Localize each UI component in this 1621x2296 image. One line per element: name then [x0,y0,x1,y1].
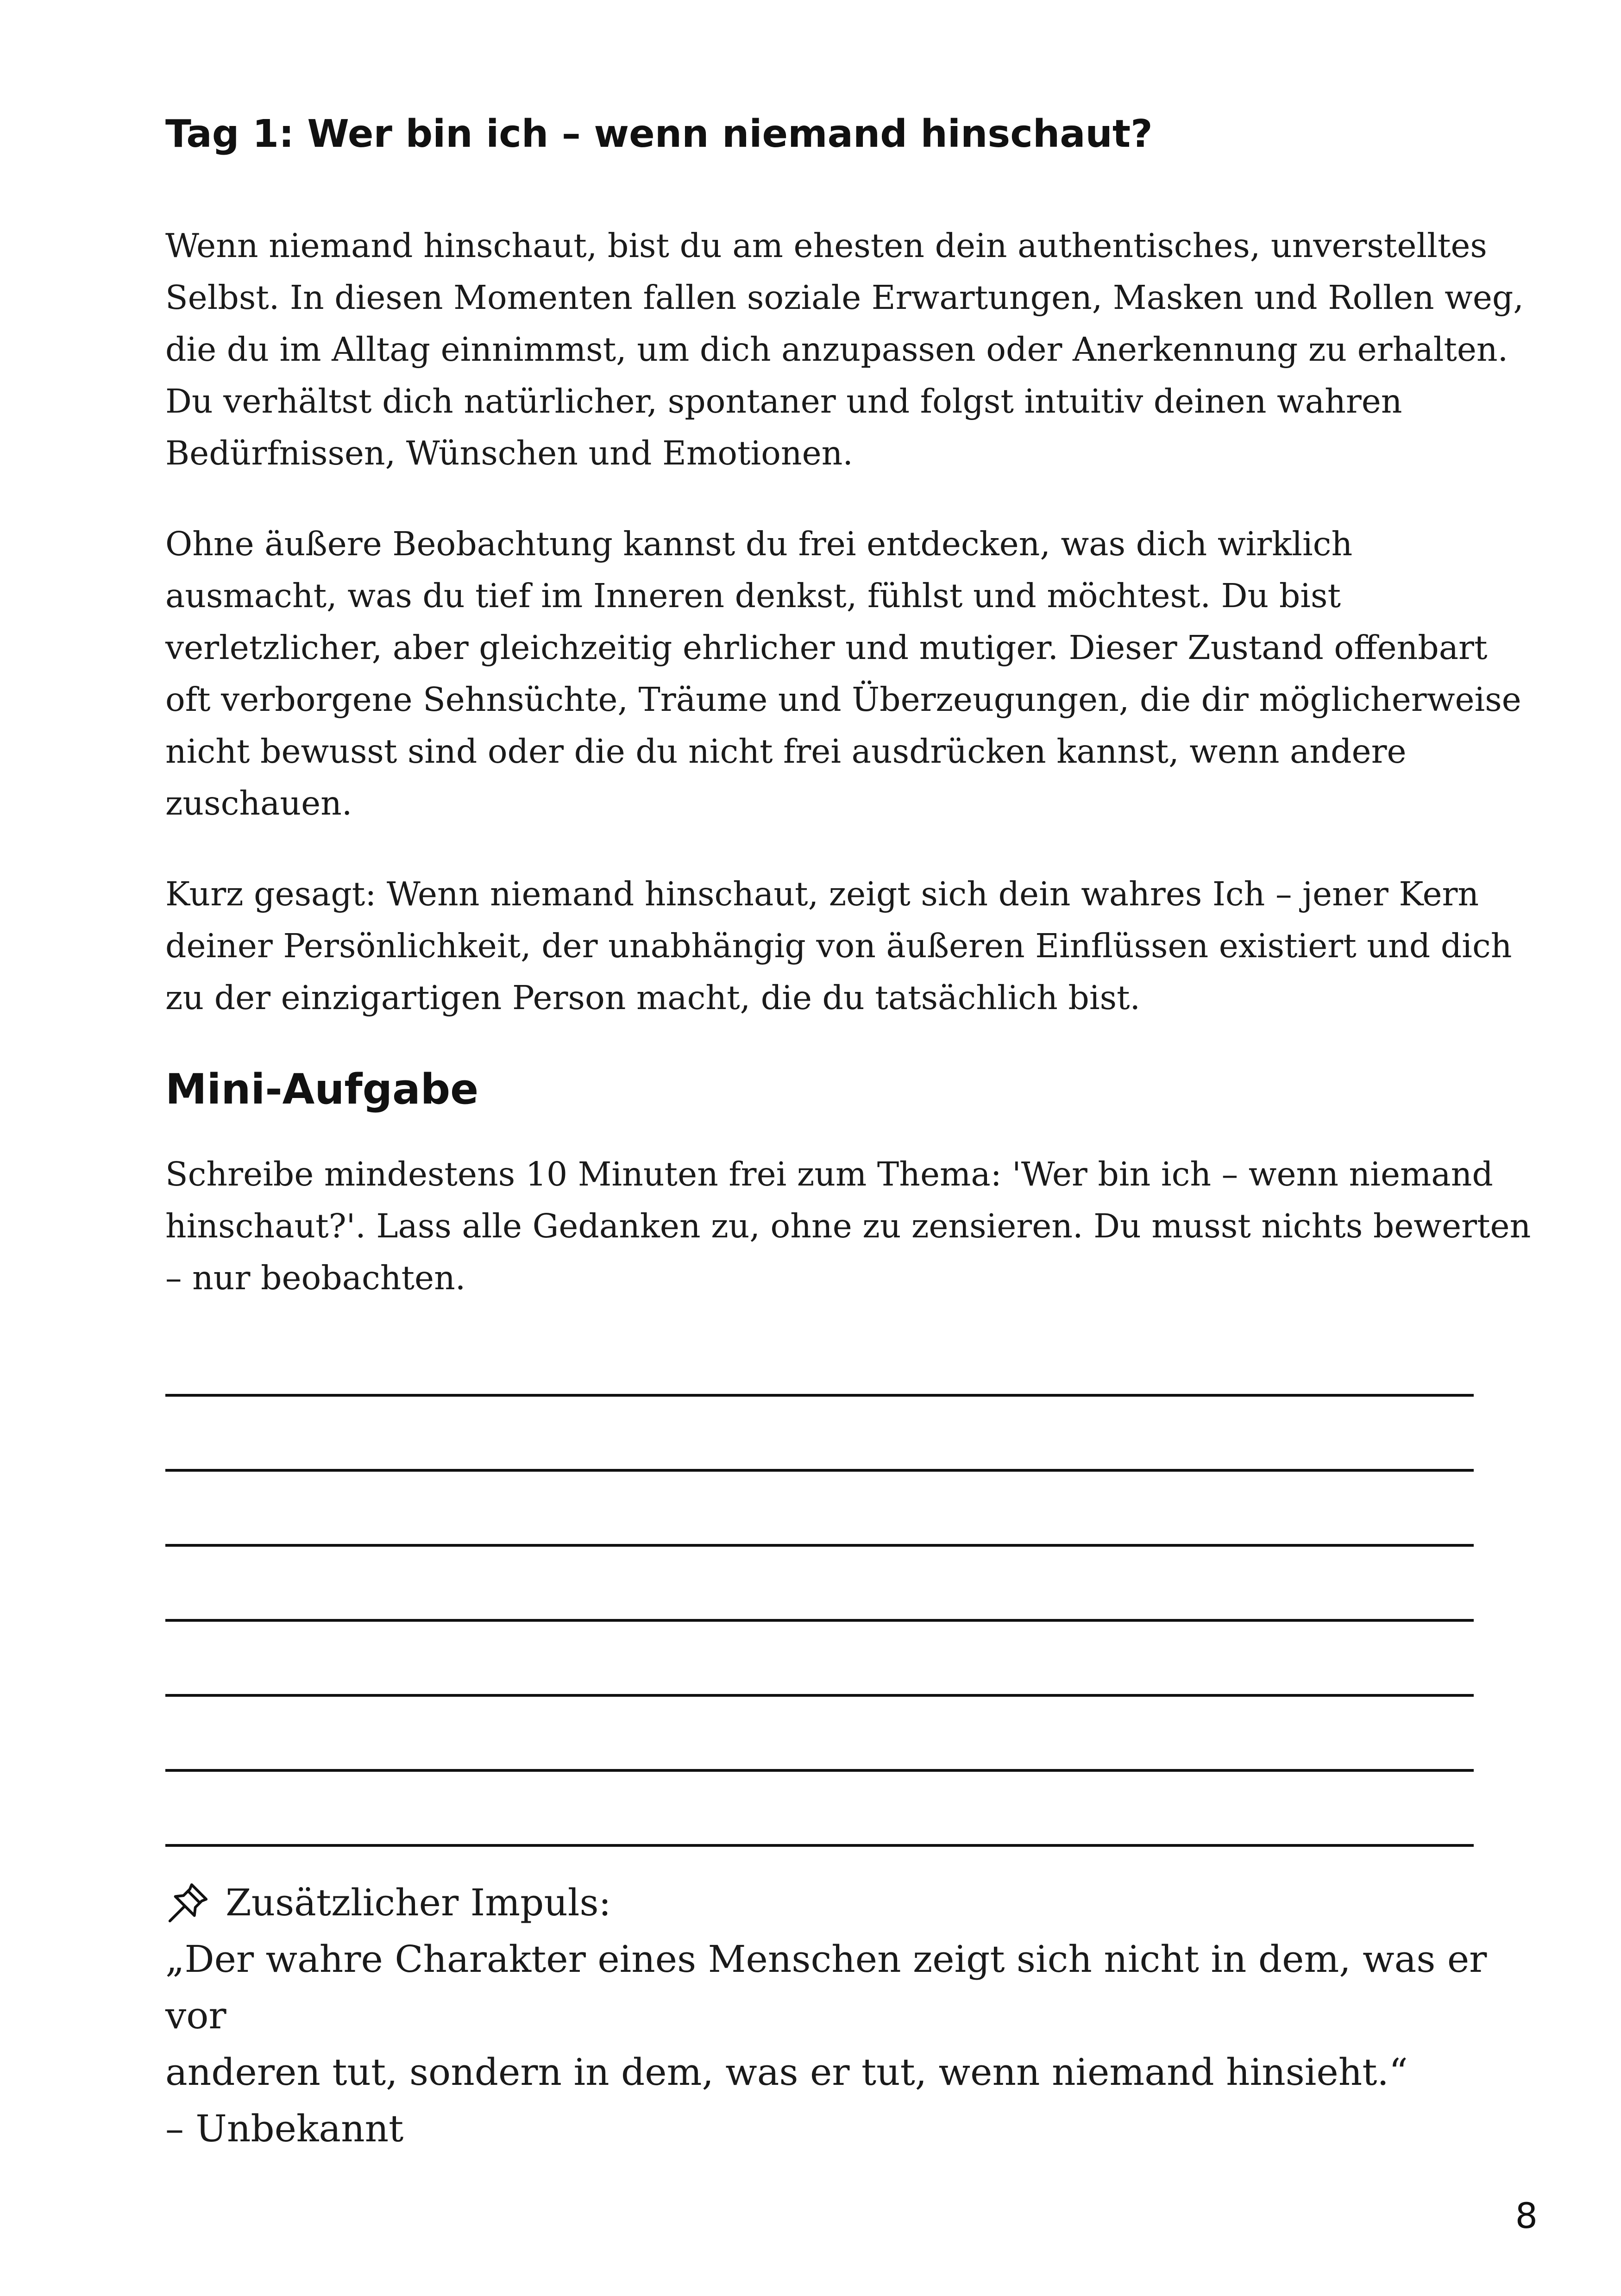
writing-line [165,1472,1474,1547]
pushpin-icon [165,1880,211,1926]
quote-author: – Unbekannt [165,2107,404,2150]
writing-line [165,1772,1474,1847]
task-instructions: Schreibe mindestens 10 Minuten frei zum Thema: 'Wer bin ich – wenn niemand hinschaut?'. Lass alle Gedanken zu, ohne zu zensieren. Du musst nichts bewerten – nur beobachten. [165,1155,1531,1297]
quote-line-2: anderen tut, sondern in dem, was er tut, wenn niemand hinsieht.“ [165,2051,1408,2094]
writing-area [165,1341,1474,1847]
task-heading: Mini-Aufgabe [165,1065,479,1114]
impulse-section [165,1875,1532,2157]
writing-line [165,1622,1474,1697]
page-title: Tag 1: Wer bin ich – wenn niemand hinschaut? [165,112,1153,156]
quote-line-1: „Der wahre Charakter eines Menschen zeigt sich nicht in dem, was er vor [165,1938,1487,2037]
impulse-header [165,1875,1532,1931]
writing-line [165,1547,1474,1622]
page-number: 8 [1515,2195,1538,2236]
writing-line [165,1341,1474,1397]
body-paragraph-1: Wenn niemand hinschaut, bist du am ehesten dein authentisches, unverstelltes Selbst. In diesen Momenten fallen soziale Erwartungen, Masken und Rollen weg, die du im Alltag einnimmst, um dich anzupassen oder Anerkennung zu erhalten. Du verhältst dich natürlicher, spontaner und folgst intuitiv deinen wahren Bedürfnissen, Wünschen und Emotionen. [165,226,1524,472]
page-content [165,111,1532,2157]
body-paragraph-3: Kurz gesagt: Wenn niemand hinschaut, zeigt sich dein wahres Ich – jener Kern deiner Persönlichkeit, der unabhängig von äußeren Einflüssen existiert und dich zu der einzigartigen Person macht, die du tatsächlich bist. [165,875,1512,1017]
body-paragraph-2: Ohne äußere Beobachtung kannst du frei entdecken, was dich wirklich ausmacht, was du tief im Inneren denkst, fühlst und möchtest. Du bist verletzlicher, aber gleichzeitig ehrlicher und mutiger. Dieser Zustand offenbart oft verborgene Sehnsüchte, Träume und Überzeugungen, die dir möglicherweise nicht bewusst sind oder die du nicht frei ausdrücken kannst, wenn andere zuschauen. [165,525,1521,822]
writing-line [165,1697,1474,1772]
writing-line [165,1397,1474,1472]
impulse-label: Zusätzlicher Impuls: [226,1881,611,1924]
